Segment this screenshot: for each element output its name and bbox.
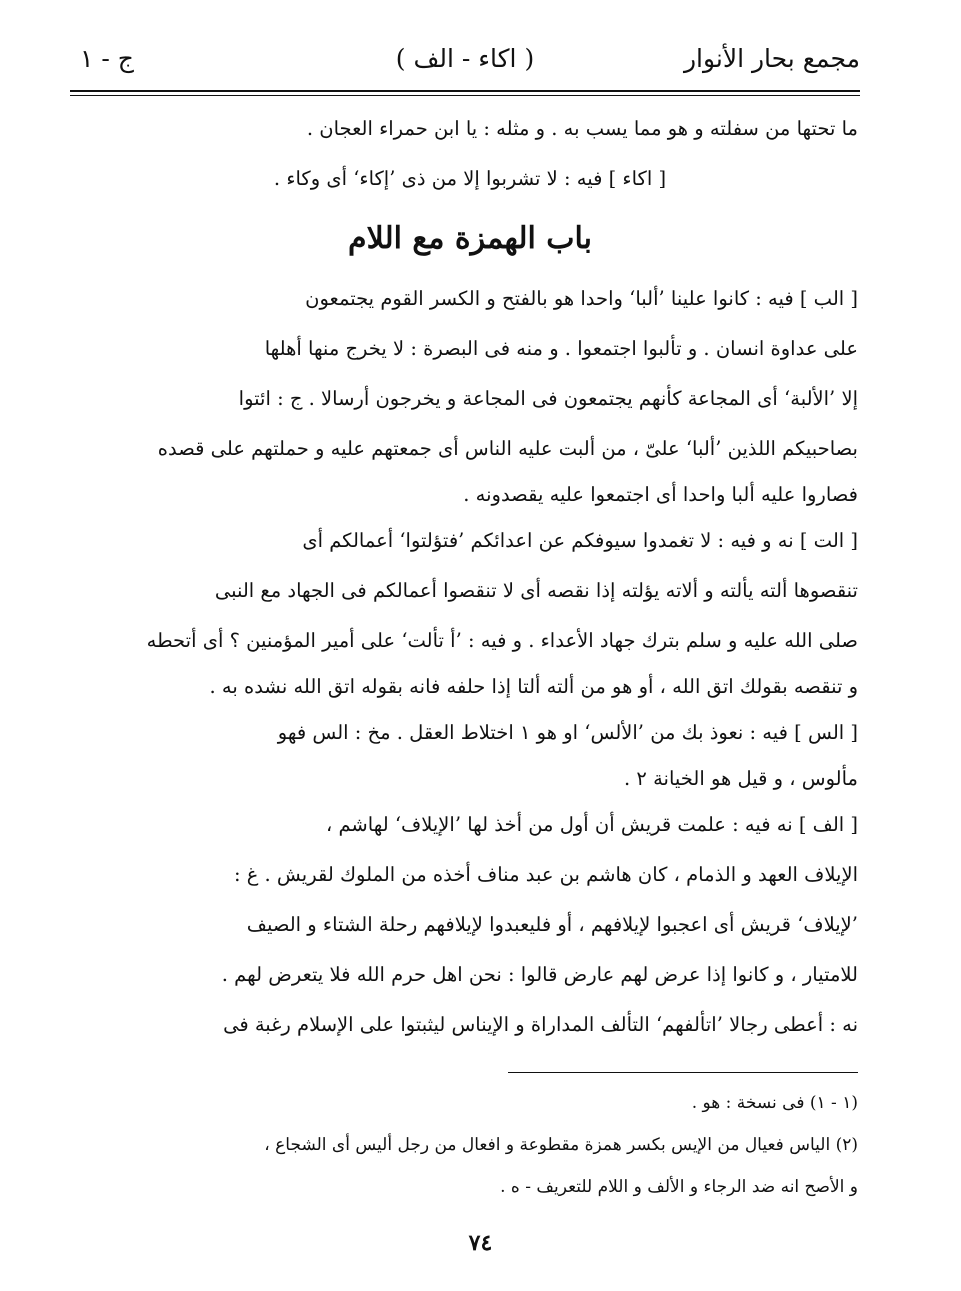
text-line: [ الب ] فيه : كانوا علينا ’ألبا‘ واحدا هو بالفتح و الكسر القوم يجتمعون [305, 287, 858, 310]
footnote: (٢) الياس فعيال من الإيس بكسر همزة مقطوعة و افعال من رجل أليس أى الشجاع ، [264, 1135, 858, 1155]
text-line: نه : أعطى رجالا ’اتألفهم‘ التألف المداراة و الإيناس ليثبتوا على الإسلام رغبة فى [223, 1013, 858, 1036]
text-line: الإيلاف العهد و الذمام ، كان هاشم بن عبد مناف أخذه من الملوك لقريش . غ : [233, 863, 858, 886]
text-line: [ الف ] نه فيه : علمت قريش أن أول من أخذ لها ’الإيلاف‘ لهاشم ، [325, 813, 858, 836]
text-line: صلى الله عليه و سلم بترك جهاد الأعداء . و فيه : ’أ تألت‘ على أمير المؤمنين ؟ أى أتحطه [146, 629, 858, 652]
header-rule-thick [70, 90, 860, 92]
text-line: و تنقصه بقولك اتق الله ، أو هو من ألته ألتا إذا حلفه فانه بقوله اتق الله نشده به . [209, 675, 858, 698]
text-line: [ الس ] فيه : نعوذ بك من ’الألس‘ او هو ١ اختلاط العقل . مخ : الس فهو [277, 721, 858, 744]
text-line: للامتيار ، و كانوا إذا عرض لهم عارض قالوا : نحن اهل حرم الله فلا يتعرض لهم . [221, 963, 858, 986]
text-line: على عداوة انسان . و تألبوا اجتمعوا . و منه فى البصرة : لا يخرج منها أهلها [264, 337, 858, 360]
text-line: إلا ’الألبة‘ أى المجاعة كأنهم يجتمعون فى المجاعة و يخرجون أرسالا . ج : ائتوا [238, 387, 858, 410]
text-line: ’لإيلاف‘ قريش أى اعجبوا لإيلافهم ، أو فليعبدوا لإيلافهم رحلة الشتاء و الصيف [246, 913, 858, 936]
text-line: مألوس ، و قيل هو الخيانة ٢ . [624, 767, 858, 790]
paragraph-alb [82, 274, 858, 516]
volume-number: ج - ١ [80, 44, 134, 73]
chapter-title: باب الهمزة مع اللام [348, 221, 592, 256]
paragraph-als [82, 708, 858, 800]
paragraph-alt [82, 516, 858, 708]
text-line: فصاروا عليه ألبا واحدا أى اجتمعوا عليه يقصدونه . [463, 483, 858, 506]
page-header [70, 38, 860, 86]
page-body [82, 104, 858, 1050]
paragraph-alf [82, 800, 858, 1050]
text-line: تنقصوها ألته يألته و ألاته يؤلته إذا نقصه أى لا تنقصوا أعمالكم فى الجهاد مع النبى [214, 579, 858, 602]
header-rule-thin [70, 95, 860, 96]
footnote: و الأصح انه ضد الرجاء و الألف و اللام للتعريف - ه . [500, 1177, 858, 1197]
text-line: [ اكاء ] فيه : لا تشربوا إلا من ذى ’إكاء‘ أى وكاء . [273, 167, 667, 190]
footnote: (١ - ١) فى نسخة : هو . [691, 1093, 858, 1113]
footnotes [82, 1082, 858, 1208]
page-number: ٧٤ [468, 1230, 493, 1256]
book-title: مجمع بحار الأنوار [683, 44, 860, 73]
text-line: بصاحبيكم اللذين ’ألبا‘ علىّ ، من ألبت عليه الناس أى جمعتهم عليه و حملتهم على قصده [157, 437, 858, 460]
footnote-rule [508, 1072, 858, 1073]
text-line: ما تحتها من سفلته و هو مما يسب به . و مثله : يا ابن حمراء العجان . [306, 117, 858, 140]
text-line: [ الت ] نه و فيه : لا تغمدوا سيوفكم عن اعدائكم ’فتؤلتوا‘ أعمالكم أى [302, 529, 858, 552]
section-range: ( اكاء - الف ) [395, 44, 535, 73]
